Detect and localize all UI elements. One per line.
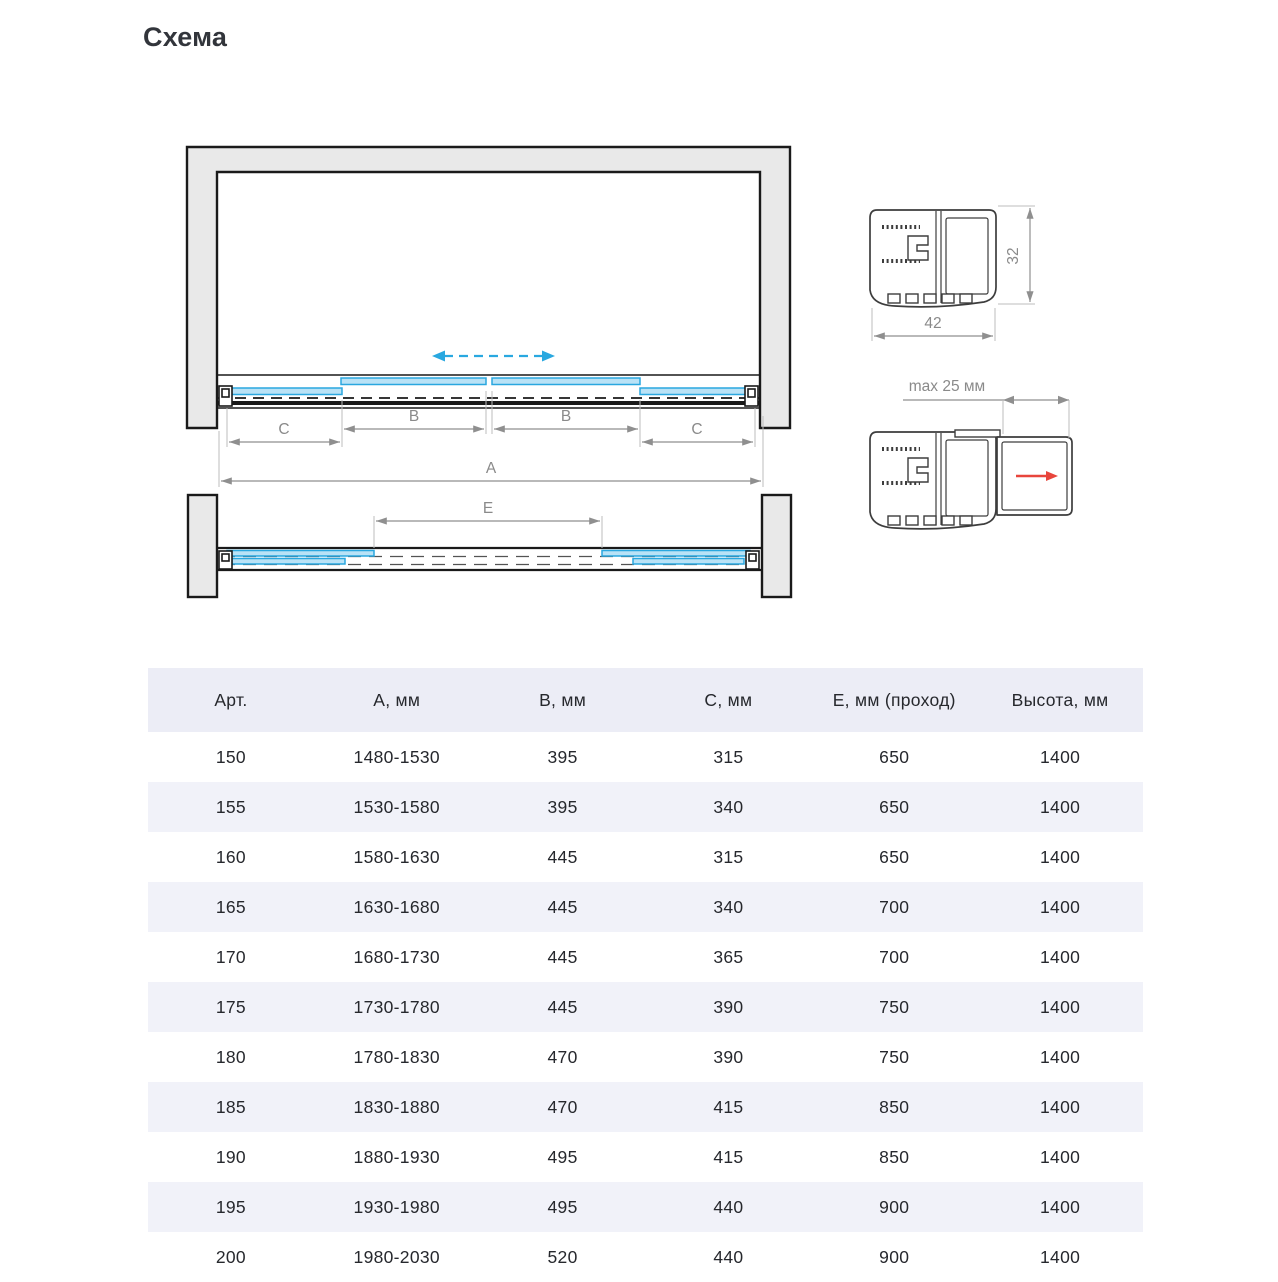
cell-art: 200 <box>215 1246 246 1267</box>
table-row <box>148 832 1143 882</box>
extension-flange <box>955 430 1000 437</box>
table-row <box>148 1132 1143 1182</box>
cell-art: 180 <box>215 1046 246 1067</box>
cell-c: 390 <box>713 996 744 1017</box>
niche-walls <box>187 147 790 428</box>
cell-c: 390 <box>713 1046 744 1067</box>
wall-block-right <box>762 495 791 597</box>
cell-art: 150 <box>215 746 246 767</box>
cell-a: 1480-1530 <box>353 746 440 767</box>
wall-bracket-right <box>745 386 758 406</box>
cell-art: 155 <box>215 796 246 817</box>
cell-b: 470 <box>547 1096 578 1117</box>
cell-a: 1980-2030 <box>353 1246 440 1267</box>
dim-label-e: E <box>482 500 494 517</box>
open-position-top-view <box>188 495 791 597</box>
cell-c: 440 <box>713 1196 744 1217</box>
dim-label-c: C <box>691 421 703 438</box>
dimension-profile-height <box>998 206 1035 304</box>
table-row <box>148 782 1143 832</box>
table-row <box>148 1082 1143 1132</box>
page-title: Схема <box>143 22 228 52</box>
open-sliding-panel-right <box>602 551 750 557</box>
fixed-panel-right <box>640 388 753 395</box>
dimensions-table <box>148 668 1143 1282</box>
dimension-a-total <box>219 416 763 487</box>
cell-b: 470 <box>547 1046 578 1067</box>
dimension-b-right <box>492 391 640 447</box>
wall-bracket-open-left <box>219 551 232 569</box>
dim-label-max-25: max 25 мм <box>908 378 986 395</box>
cell-b: 445 <box>547 846 578 867</box>
cell-b: 445 <box>547 946 578 967</box>
cell-height: 1400 <box>1040 796 1081 817</box>
dimension-profile-width <box>872 308 995 341</box>
sliding-panel-right <box>492 378 640 385</box>
cell-a: 1630-1680 <box>353 896 440 917</box>
cell-e: 750 <box>879 1046 910 1067</box>
slide-direction-arrow-icon <box>432 351 555 362</box>
cell-a: 1680-1730 <box>353 946 440 967</box>
cell-c: 440 <box>713 1246 744 1267</box>
cell-height: 1400 <box>1040 846 1081 867</box>
open-sliding-panel-left <box>227 551 374 557</box>
open-fixed-panel-right <box>633 559 744 565</box>
cell-e: 650 <box>879 796 910 817</box>
wall-bracket-left <box>219 386 232 406</box>
header-a-mm: А, мм <box>373 689 421 710</box>
cell-c: 340 <box>713 796 744 817</box>
cell-e: 900 <box>879 1246 910 1267</box>
cell-height: 1400 <box>1040 1096 1081 1117</box>
cell-e: 650 <box>879 746 910 767</box>
cell-art: 160 <box>215 846 246 867</box>
cell-e: 700 <box>879 946 910 967</box>
dimension-max-offset <box>903 378 1069 438</box>
cell-art: 190 <box>215 1146 246 1167</box>
cell-e: 850 <box>879 1146 910 1167</box>
dim-label-a: A <box>485 460 497 477</box>
dim-label-b: B <box>408 408 420 425</box>
dim-label-b: B <box>560 408 572 425</box>
cell-c: 415 <box>713 1146 744 1167</box>
cell-a: 1930-1980 <box>353 1196 440 1217</box>
header-c-mm: С, мм <box>704 689 753 710</box>
dim-label-42: 42 <box>924 315 942 332</box>
cell-a: 1530-1580 <box>353 796 440 817</box>
cell-e: 900 <box>879 1196 910 1217</box>
cell-art: 185 <box>215 1096 246 1117</box>
cell-a: 1580-1630 <box>353 846 440 867</box>
cell-c: 315 <box>713 846 744 867</box>
extension-slider <box>997 437 1072 515</box>
cell-b: 520 <box>547 1246 578 1267</box>
table-row <box>148 932 1143 982</box>
cell-a: 1780-1830 <box>353 1046 440 1067</box>
cell-height: 1400 <box>1040 996 1081 1017</box>
table-row <box>148 882 1143 932</box>
table-row <box>148 982 1143 1032</box>
cell-height: 1400 <box>1040 1146 1081 1167</box>
header-height-mm: Высота, мм <box>1011 689 1109 710</box>
open-fixed-panel-left <box>232 559 345 565</box>
cell-c: 340 <box>713 896 744 917</box>
cell-height: 1400 <box>1040 1046 1081 1067</box>
table-header-row <box>148 668 1143 732</box>
cell-b: 445 <box>547 896 578 917</box>
cell-height: 1400 <box>1040 1246 1081 1267</box>
cell-art: 175 <box>215 996 246 1017</box>
cell-a: 1730-1780 <box>353 996 440 1017</box>
table-row <box>148 732 1143 782</box>
cell-art: 170 <box>215 946 246 967</box>
wall-bracket-open-right <box>746 551 759 569</box>
fixed-panel-left <box>227 388 342 395</box>
cell-height: 1400 <box>1040 746 1081 767</box>
cell-height: 1400 <box>1040 1196 1081 1217</box>
dim-label-32: 32 <box>1005 247 1022 265</box>
dimension-c-left <box>227 400 342 447</box>
cell-e: 850 <box>879 1096 910 1117</box>
cell-b: 445 <box>547 996 578 1017</box>
cell-e: 700 <box>879 896 910 917</box>
dimension-e-passage <box>374 500 602 548</box>
cell-c: 315 <box>713 746 744 767</box>
cell-e: 650 <box>879 846 910 867</box>
table-row <box>148 1032 1143 1082</box>
cell-art: 195 <box>215 1196 246 1217</box>
header-art: Арт. <box>214 689 248 710</box>
cell-height: 1400 <box>1040 946 1081 967</box>
profile-extension-section <box>870 378 1072 529</box>
cell-c: 365 <box>713 946 744 967</box>
cell-a: 1830-1880 <box>353 1096 440 1117</box>
cell-c: 415 <box>713 1096 744 1117</box>
cell-art: 165 <box>215 896 246 917</box>
dimension-c-right <box>642 408 755 447</box>
cell-a: 1880-1930 <box>353 1146 440 1167</box>
closed-position-top-view <box>187 147 790 487</box>
cell-height: 1400 <box>1040 896 1081 917</box>
cell-b: 495 <box>547 1146 578 1167</box>
cell-b: 395 <box>547 746 578 767</box>
cell-e: 750 <box>879 996 910 1017</box>
cell-b: 495 <box>547 1196 578 1217</box>
wall-block-left <box>188 495 217 597</box>
rail-profile-section <box>870 206 1035 341</box>
table-row <box>148 1182 1143 1232</box>
table-row <box>148 1232 1143 1282</box>
header-b-mm: В, мм <box>539 689 587 710</box>
sliding-panel-left <box>341 378 486 385</box>
cell-b: 395 <box>547 796 578 817</box>
dim-label-c: C <box>278 421 290 438</box>
header-e-mm: Е, мм (проход) <box>832 689 956 710</box>
